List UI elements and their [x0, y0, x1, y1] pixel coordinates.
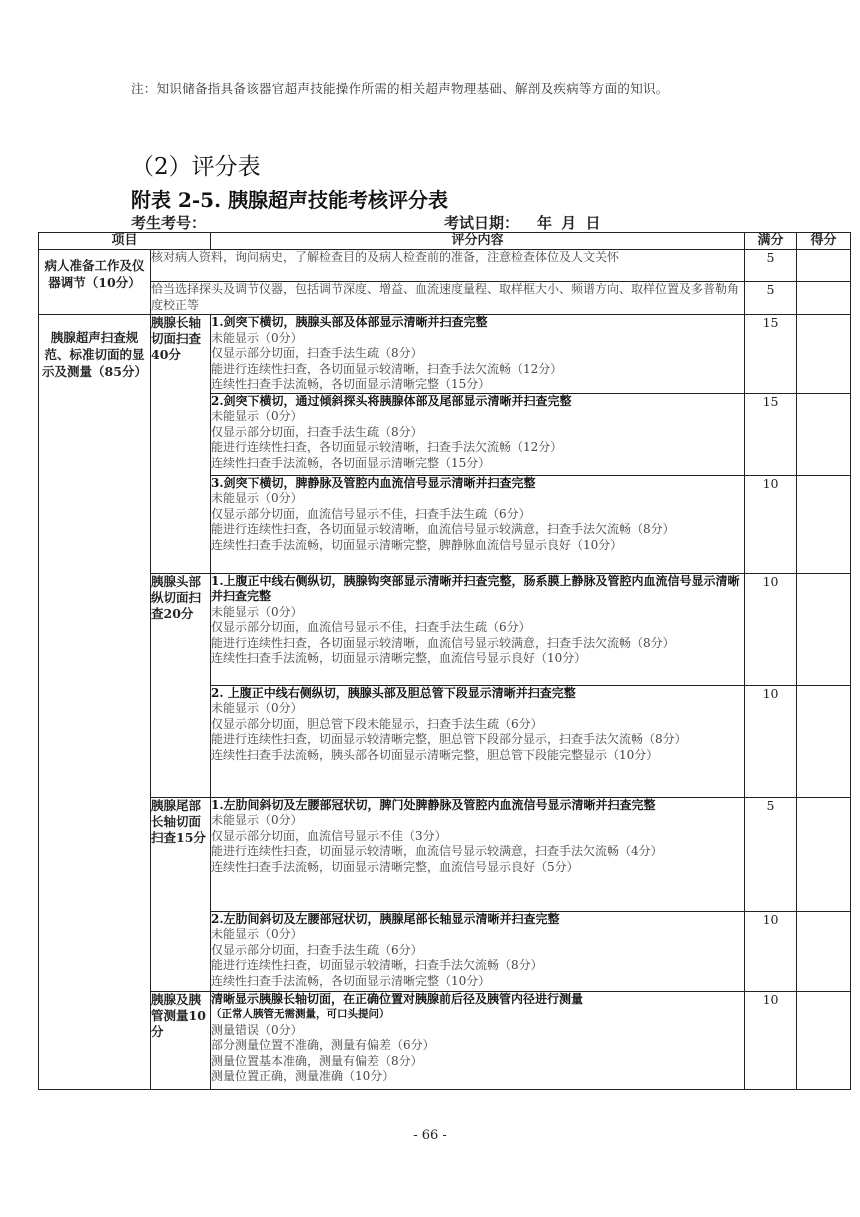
full-score: 15	[745, 393, 797, 475]
criterion-row	[211, 911, 745, 991]
header-full-score: 满分	[745, 233, 797, 250]
section-title: （2）评分表	[131, 154, 261, 180]
criterion-level: 仅显示部分切面，扫查手法生疏（8分）	[211, 346, 423, 360]
criterion-level: 能进行连续性扫查，各切面显示较清晰，扫查手法欠流畅（12分）	[211, 440, 563, 454]
criterion-level: 未能显示（0分）	[211, 604, 303, 619]
criterion-level: 仅显示部分切面，扫查手法生疏（6分）	[211, 942, 423, 957]
criterion-level: 连续性扫查手法流畅，切面显示清晰完整，脾静脉血流信号显示良好（10分）	[211, 537, 623, 552]
criterion-level: 未能显示（0分）	[211, 813, 303, 827]
criterion-text: 核对病人资料，询问病史，了解检查目的及病人检查前的准备，注意检查体位及人文关怀	[151, 250, 620, 264]
criterion-level: 未能显示（0分）	[211, 491, 303, 505]
score-input-cell[interactable]	[797, 991, 851, 1089]
criterion-level: 仅显示部分切面，血流信号显示不佳（3分）	[211, 828, 447, 843]
header-content: 评分内容	[211, 233, 745, 250]
exam-date-label: 考试日期：	[444, 214, 520, 232]
criterion-lead: 3.剑突下横切，脾静脉及管腔内血流信号显示清晰并扫查完整	[211, 475, 536, 490]
criterion-level: 能进行连续性扫查，切面显示较清晰完整，胆总管下段部分显示，扫查手法欠流畅（8分）	[211, 732, 687, 746]
criterion-level: 未能显示（0分）	[211, 330, 303, 345]
table-title: 附表 2-5. 胰腺超声技能考核评分表	[131, 188, 449, 212]
full-score: 10	[745, 573, 797, 685]
criterion-lead: 清晰显示胰腺长轴切面，在正确位置对胰腺前后径及胰管内径进行测量	[211, 991, 584, 1006]
criterion-level: 能进行连续性扫查，各切面显示较清晰，扫查手法欠流畅（12分）	[211, 361, 563, 376]
criterion-level: 能进行连续性扫查，各切面显示较清晰，血流信号显示较满意，扫查手法欠流畅（8分）	[211, 635, 675, 650]
criterion-level: 仅显示部分切面，胆总管下段未能显示，扫查手法生疏（6分）	[211, 716, 543, 731]
criterion-lead: 2. 上腹正中线右侧纵切，胰腺头部及胆总管下段显示清晰并扫查完整	[211, 685, 576, 700]
criterion-level: 连续性扫查手法流畅，各切面显示清晰完整（15分）	[211, 455, 491, 470]
criterion-level: 测量位置基本准确，测量有偏差（8分）	[211, 1053, 423, 1068]
criterion-level: 连续性扫查手法流畅，切面显示清晰完整，血流信号显示良好（5分）	[211, 859, 579, 874]
exam-date	[444, 212, 602, 233]
criterion-level: 连续性扫查手法流畅，切面显示清晰完整，血流信号显示良好（10分）	[211, 651, 587, 665]
full-score: 5	[745, 250, 797, 282]
exam-date-ymd: 年 月 日	[537, 214, 603, 232]
criterion-lead: 2.剑突下横切，通过倾斜探头将胰腺体部及尾部显示清晰并扫查完整	[211, 393, 572, 408]
score-input-cell[interactable]	[797, 250, 851, 282]
criterion-level: 仅显示部分切面，血流信号显示不佳，扫查手法生疏（6分）	[211, 506, 531, 521]
criterion-row	[211, 797, 745, 911]
criterion-level: 能进行连续性扫查，切面显示较清晰，血流信号显示较满意，扫查手法欠流畅（4分）	[211, 844, 663, 858]
score-input-cell[interactable]	[797, 911, 851, 991]
score-input-cell[interactable]	[797, 475, 851, 573]
group-head-longitudinal: 胰腺头部纵切面扫查20分	[151, 573, 211, 797]
scoring-table	[38, 232, 850, 1088]
score-input-cell[interactable]	[797, 282, 851, 315]
group-long-axis: 胰腺长轴切面扫查40分	[151, 315, 211, 574]
criterion-row	[211, 685, 745, 797]
full-score: 10	[745, 475, 797, 573]
criterion-text: 恰当选择探头及调节仪器，包括调节深度、增益、血流速度量程、取样框大小、频谱方向、取样位置及多普勒角度校正等	[151, 282, 740, 312]
full-score: 10	[745, 911, 797, 991]
criterion-level: 连续性扫查手法流畅，各切面显示清晰完整（15分）	[211, 377, 491, 391]
criterion-level: 部分测量位置不准确，测量有偏差（6分）	[211, 1038, 435, 1052]
criterion-level: 仅显示部分切面，扫查手法生疏（8分）	[211, 424, 423, 439]
score-input-cell[interactable]	[797, 797, 851, 911]
criterion-level: 未能显示（0分）	[211, 701, 303, 715]
criterion-level: 测量错误（0分）	[211, 1022, 303, 1037]
score-input-cell[interactable]	[797, 685, 851, 797]
full-score: 10	[745, 991, 797, 1089]
footnote: 注：知识储备指具备该器官超声技能操作所需的相关超声物理基础、解剖及疾病等方面的知识。	[131, 81, 669, 96]
group-tail-long-axis: 胰腺尾部长轴切面扫查15分	[151, 797, 211, 991]
criterion-row	[211, 393, 745, 475]
criterion-level: 未能显示（0分）	[211, 927, 303, 941]
score-input-cell[interactable]	[797, 393, 851, 475]
criterion-row	[211, 991, 745, 1089]
criterion-level: 测量位置正确，测量准确（10分）	[211, 1069, 395, 1083]
full-score: 10	[745, 685, 797, 797]
category-scan: 胰腺超声扫查规范、标准切面的显示及测量（85分）	[39, 315, 151, 1090]
full-score: 5	[745, 282, 797, 315]
criterion-level: 连续性扫查手法流畅，胰头部各切面显示清晰完整，胆总管下段能完整显示（10分）	[211, 747, 659, 762]
criterion-note: （正常人胰管无需测量，可口头提问）	[211, 1008, 390, 1020]
criterion-level: 能进行连续性扫查，切面显示较清晰，扫查手法欠流畅（8分）	[211, 958, 543, 972]
criterion-level: 仅显示部分切面，血流信号显示不佳，扫查手法生疏（6分）	[211, 620, 531, 634]
full-score: 5	[745, 797, 797, 911]
score-input-cell[interactable]	[797, 573, 851, 685]
header-item: 项目	[39, 233, 211, 250]
criterion-level: 未能显示（0分）	[211, 409, 303, 423]
criterion-level: 能进行连续性扫查，各切面显示较清晰，血流信号显示较满意，扫查手法欠流畅（8分）	[211, 522, 675, 536]
group-measurement: 胰腺及胰管测量10分	[151, 991, 211, 1089]
full-score: 15	[745, 315, 797, 394]
header-obtained-score: 得分	[797, 233, 851, 250]
score-input-cell[interactable]	[797, 315, 851, 394]
page-number: - 66 -	[413, 1128, 447, 1143]
criterion-row	[211, 315, 745, 394]
criterion-row	[211, 475, 745, 573]
criterion-lead: 2.左肋间斜切及左腰部冠状切，胰腺尾部长轴显示清晰并扫查完整	[211, 911, 560, 926]
criterion-row	[151, 282, 745, 315]
category-prep: 病人准备工作及仪器调节（10分）	[39, 250, 151, 315]
criterion-row	[151, 250, 745, 282]
criterion-lead: 1.剑突下横切，胰腺头部及体部显示清晰并扫查完整	[211, 315, 488, 329]
criterion-lead: 1.上腹正中线右侧纵切，胰腺钩突部显示清晰并扫查完整，肠系膜上静脉及管腔内血流信号显示清晰并扫查完整	[211, 573, 740, 603]
criterion-row	[211, 573, 745, 685]
criterion-lead: 1.左肋间斜切及左腰部冠状切，脾门处脾静脉及管腔内血流信号显示清晰并扫查完整	[211, 797, 656, 812]
examinee-id-label: 考生考号：	[131, 214, 207, 232]
criterion-level: 连续性扫查手法流畅，各切面显示清晰完整（10分）	[211, 973, 491, 988]
